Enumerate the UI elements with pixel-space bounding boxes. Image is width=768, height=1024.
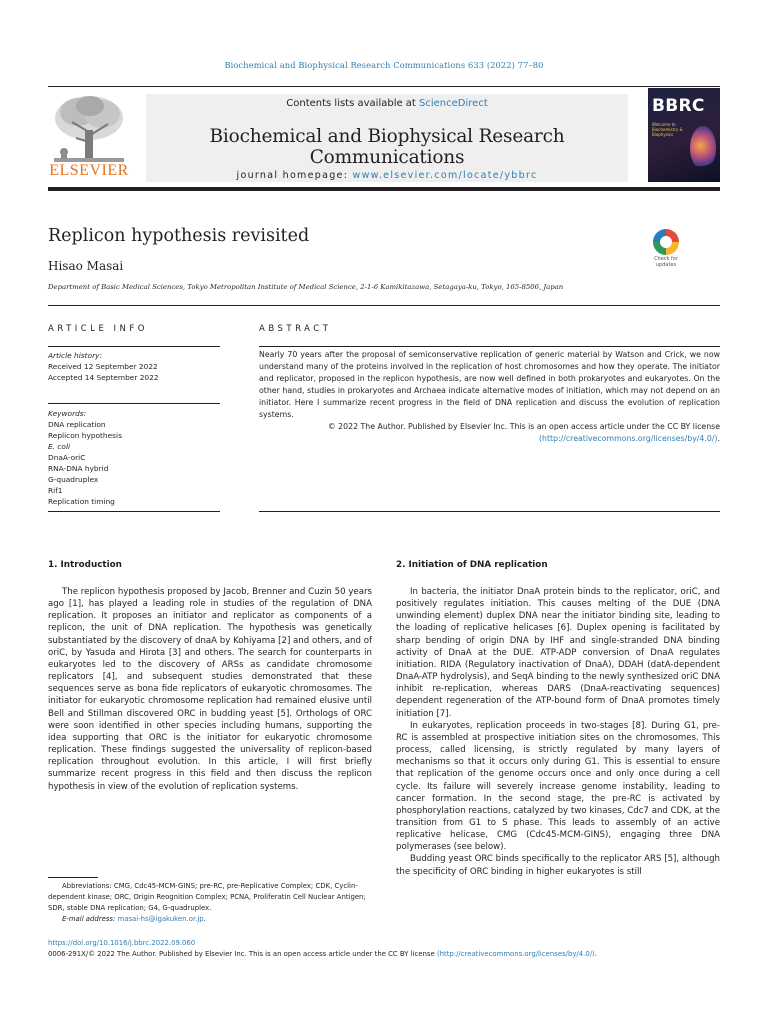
license-link[interactable]: (http://creativecommons.org/licenses/by/4.0/) [538,434,718,443]
abstract-heading: ABSTRACT [259,324,332,334]
masthead-rule [48,187,720,191]
email-link[interactable]: masai-hs@igakuken.or.jp [117,915,204,923]
article-title: Replicon hypothesis revisited [48,226,310,246]
homepage-line [146,170,628,181]
homepage-link[interactable]: www.elsevier.com/locate/ybbrc [352,170,538,181]
keyword-item: G-quadruplex [48,475,99,484]
author-affiliation: Department of Basic Medical Sciences, Tokyo Metropolitan Institute of Medical Science, 2-1-6 Kamikitazawa, Setagaya-ku, Tokyo, 165-8506, Japan [48,283,564,291]
abstract-rule-bottom [259,511,720,512]
issn-line [48,949,720,960]
contents-prefix: Contents lists available at [286,98,420,109]
body-paragraph: The replicon hypothesis proposed by Jacob, Brenner and Cuzin 50 years ago [1], has played a leading role in studies of the regulation of DNA replication. It proposes an initiator and replicator as components of a replicon, the unit of DNA replication. The hypothesis was genetically substantiated by the discovery of dnaA by Kohiyama [2] and others, and of oriC, by Yasuda and Hirota [3] and others. The search for counterparts in eukaryotes led to the discovery of ARSs as candidate chromosome replicators [4], and subsequent studies demonstrated that these sequences serve as bona fide replicators of eukaryotic chromosomes. The initiator for eukaryotic chromosome replication had remained elusive until Bell and Stillman discovered ORC in budding yeast [5]. Orthologs of ORC were soon identified in other species including humans, supporting the idea supporting that ORC is the initiator for eukaryotic chromosome replication. These findings suggested the universality of replicon-based replication throughout evolution. In this article, I will first briefly summarize recent progress in this field and then discuss the replicon hypothesis in view of the evolution of replication systems. [48,587,372,792]
history-label: Article history: [48,351,102,360]
body-paragraph: In bacteria, the initiator DnaA protein binds to the replicator, oriC, and positively regulates initiation. This causes melting of the DUE (DNA unwinding element) duplex DNA near the initiator binding site, leading to the loading of replicative helicases [6]. Duplex opening is facilitated by sharp bending of origin DNA by IHF and single-stranded DNA binding activity of DnaA at the DUE. ATP-ADP conversion of DnaA regulates initiation. RIDA (Regulatory inactivation of DnaA), DDAH (datA-dependent DnaA-ATP hydrolysis), and SeqA binding to the newly synthesized oriC DNA inhibit re-replication, whereas DARS (DnaA-reactivating sequences) dependent regeneration of the ATP-bound form of DnaA promotes timely initiation [7]. [396,587,720,719]
email-end: . [203,915,206,923]
keyword-item: RNA-DNA hybrid [48,464,109,473]
check-for-updates-button[interactable] [648,229,684,268]
footnotes [48,881,372,925]
article-info-heading: ARTICLE INFO [48,324,148,334]
abstract-paragraph: Nearly 70 years after the proposal of semiconservative replication of generic material by Watson and Crick, we now understand many of the proteins involved in the replication of host chromosomes and how they operate. The initiator and replicator, proposed in the replicon hypothesis, are now well defined in both prokaryotes and eukaryotes. On the other hand, studies in prokaryotes and Archaea indicate alternative modes of initiation, which may not depend on an initiator. Here I summarize recent progress in the field of DNA replication and discuss the evolution of replication systems. [259,350,720,419]
check-updates-icon [653,229,679,255]
keyword-item: DNA replication [48,420,106,429]
tree-icon [48,92,130,168]
journal-name: Biochemical and Biophysical Research Communications [209,126,565,168]
received-date: Received 12 September 2022 [48,362,158,371]
body-paragraph: In eukaryotes, replication proceeds in two-stages [8]. During G1, pre-RC is assembled at prospective initiation sites on the chromosomes. This process, called licensing, is strictly regulated by many layers of mechanisms so that it occurs only during G1. This is essential to ensure that replication of the genome occurs once and only once during a cell cycle. Its failure will severely increase genome instability, leading to cancer formation. In the second stage, the pre-RC is activated by phosphorylation reactions, catalyzed by two kinases, Cdc7 and CDK, at the transition from G1 to S phase. This leads to assembly of an active replicative helicase, CMG (Cdc45-MCM-GINS), engaging three DNA polymerases (see below). [396,720,720,853]
footer-license-link[interactable]: (http://creativecommons.org/licenses/by/4.0/) [436,950,595,958]
keyword-item: DnaA-oriC [48,453,86,462]
page-footer [48,938,720,960]
sciencedirect-link[interactable]: ScienceDirect [419,98,488,109]
elsevier-wordmark: ELSEVIER [49,162,129,179]
issn-text: 0006-291X/© 2022 The Author. Published by Elsevier Inc. This is an open access article under the CC BY license [48,950,437,958]
email-label: E-mail address: [62,915,118,923]
keyword-item: Replication timing [48,497,115,506]
author-name[interactable]: Hisao Masai [48,259,124,273]
accepted-date: Accepted 14 September 2022 [48,373,159,382]
keyword-item: Replicon hypothesis [48,431,122,440]
check-updates-label: Check for updates [654,256,678,268]
section-heading-introduction: 1. Introduction [48,560,122,570]
journal-cover[interactable] [648,88,720,182]
initiation-body [396,586,720,924]
introduction-body [48,586,372,793]
license-end: . [717,434,720,443]
abbreviations-note: Abbreviations: CMG, Cdc45-MCM-GINS; pre-RC, pre-Replicative Complex; CDK, Cyclin-dependent kinase; ORC, Origin Reognition Complex; PCNA, Proliferatin Cell Nuclear Antigen; SDR, stable DNA replication; G4, G-quadruplex. [48,882,366,912]
section-heading-initiation: 2. Initiation of DNA replication [396,560,548,570]
keywords-label: Keywords: [48,409,87,418]
masthead [48,88,720,186]
cover-title: BBRC [652,96,705,116]
journal-banner [146,94,628,182]
email-note [48,914,372,925]
elsevier-logo[interactable] [48,92,130,184]
affiliation-rule [48,305,720,306]
body-paragraph: Budding yeast ORC binds specifically to the replicator ARS [5], although the specificity of ORC binding in higher eukaryotes is still [396,854,720,877]
copyright-text: © 2022 The Author. Published by Elsevier Inc. This is an open access article under the CC BY license [327,422,720,431]
abstract-body [259,349,720,445]
doi-link[interactable]: https://doi.org/10.1016/j.bbrc.2022.09.060 [48,939,196,947]
cover-artwork [690,126,716,170]
abstract-copyright [259,421,720,445]
journal-citation[interactable]: Biochemical and Biophysical Research Communications 633 (2022) 77–80 [224,60,544,70]
contents-line [146,98,628,109]
footnote-rule [48,877,98,878]
homepage-prefix: journal homepage: [236,170,353,181]
header-rule [48,86,720,87]
info-rule-mid [48,403,220,404]
keywords-block [48,408,220,507]
footer-license-end: . [594,950,597,958]
article-history [48,350,220,383]
keyword-item: E. coli [48,442,71,451]
abstract-rule-top [259,346,720,347]
info-rule-top [48,346,220,347]
keyword-item: Rif1 [48,486,63,495]
info-rule-bottom [48,511,220,512]
cover-subtitle: Welcome to Biochemistry & Biophysics [652,122,683,137]
